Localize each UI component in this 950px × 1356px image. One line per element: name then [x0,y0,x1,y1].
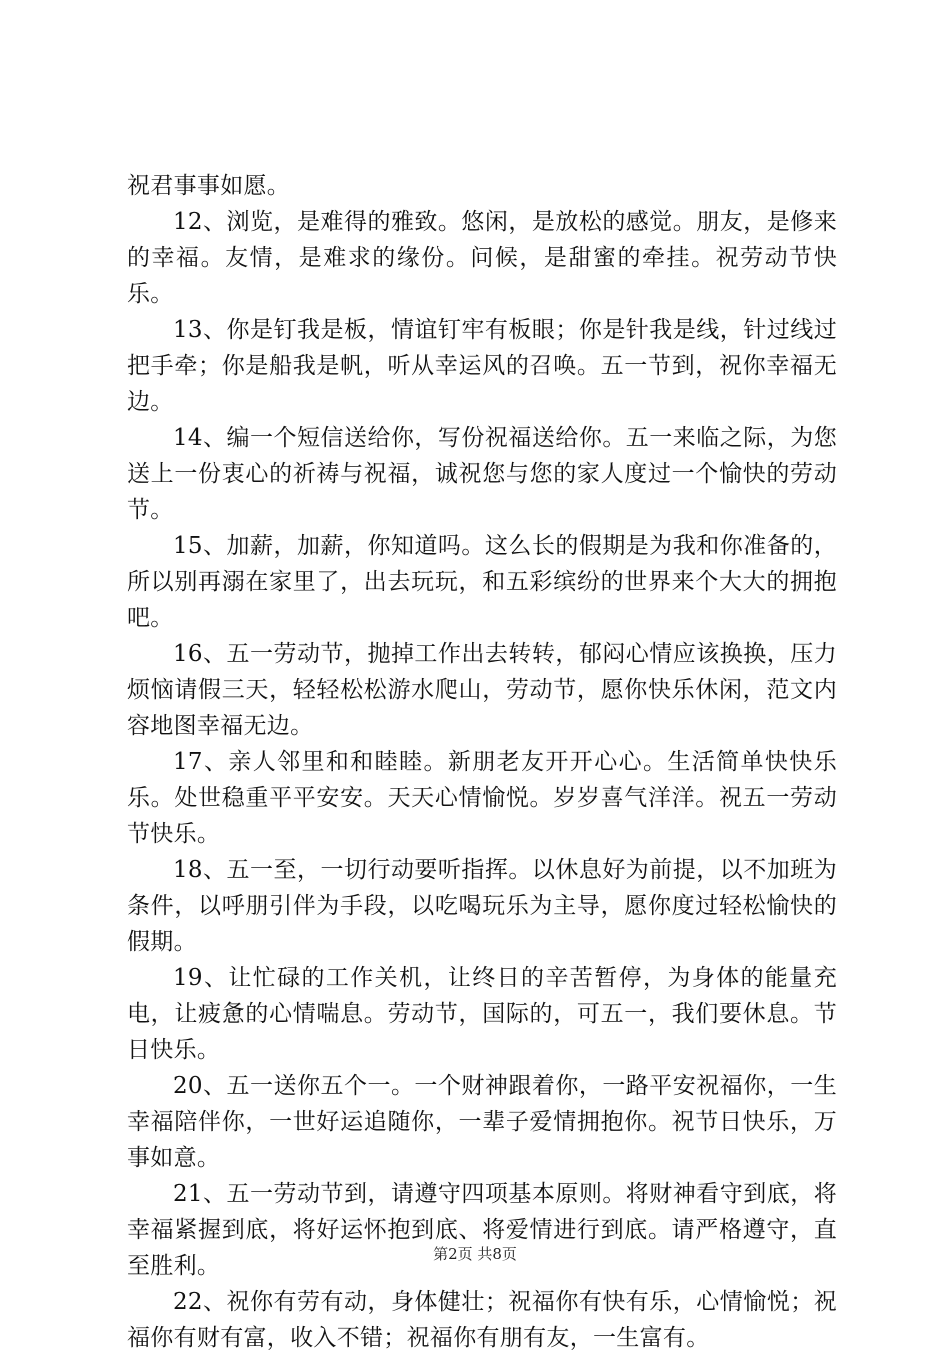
paragraph-item-20: 20、五一送你五个一。一个财神跟着你，一路平安祝福你，一生幸福陪伴你，一世好运追随你，一辈子爱情拥抱你。祝节日快乐，万事如意。 [127,1073,837,1171]
document-body [127,168,837,1356]
paragraph-item-13: 13、你是钉我是板，情谊钉牢有板眼；你是针我是线，针过线过把手牵；你是船我是帆，听从幸运风的召唤。五一节到，祝你幸福无边。 [127,317,837,415]
page-number-footer: 第2页 共8页 [433,1245,517,1263]
paragraph-item-21: 21、五一劳动节到，请遵守四项基本原则。将财神看守到底，将幸福紧握到底，将好运怀抱到底、将爱情进行到底。请严格遵守，直至胜利。 [127,1181,837,1279]
paragraph-item-15: 15、加薪，加薪，你知道吗。这么长的假期是为我和你准备的，所以别再溺在家里了，出去玩玩，和五彩缤纷的世界来个大大的拥抱吧。 [127,533,837,631]
paragraph-item-17: 17、亲人邻里和和睦睦。新朋老友开开心心。生活简单快快乐乐。处世稳重平平安安。天天心情愉悦。岁岁喜气洋洋。祝五一劳动节快乐。 [127,749,837,847]
paragraph-item-12: 12、浏览，是难得的雅致。悠闲，是放松的感觉。朋友，是修来的幸福。友情，是难求的缘份。问候，是甜蜜的牵挂。祝劳动节快乐。 [127,209,837,307]
paragraph-item-19: 19、让忙碌的工作关机，让终日的辛苦暂停，为身体的能量充电，让疲惫的心情喘息。劳动节，国际的，可五一，我们要休息。节日快乐。 [127,965,837,1063]
paragraph-item-22: 22、祝你有劳有动，身体健壮；祝福你有快有乐，心情愉悦；祝福你有财有富，收入不错；祝福你有朋有友，一生富有。 [127,1289,837,1351]
paragraph-continuation: 祝君事事如愿。 [127,173,291,199]
paragraph-item-14: 14、编一个短信送给你，写份祝福送给你。五一来临之际，为您送上一份衷心的祈祷与祝福，诚祝您与您的家人度过一个愉快的劳动节。 [127,425,837,523]
paragraph-item-16: 16、五一劳动节，抛掉工作出去转转，郁闷心情应该换换，压力烦恼请假三天，轻轻松松游水爬山，劳动节，愿你快乐休闲，范文内容地图幸福无边。 [127,641,837,739]
paragraph-item-18: 18、五一至，一切行动要听指挥。以休息好为前提，以不加班为条件，以呼朋引伴为手段，以吃喝玩乐为主导，愿你度过轻松愉快的假期。 [127,857,837,955]
